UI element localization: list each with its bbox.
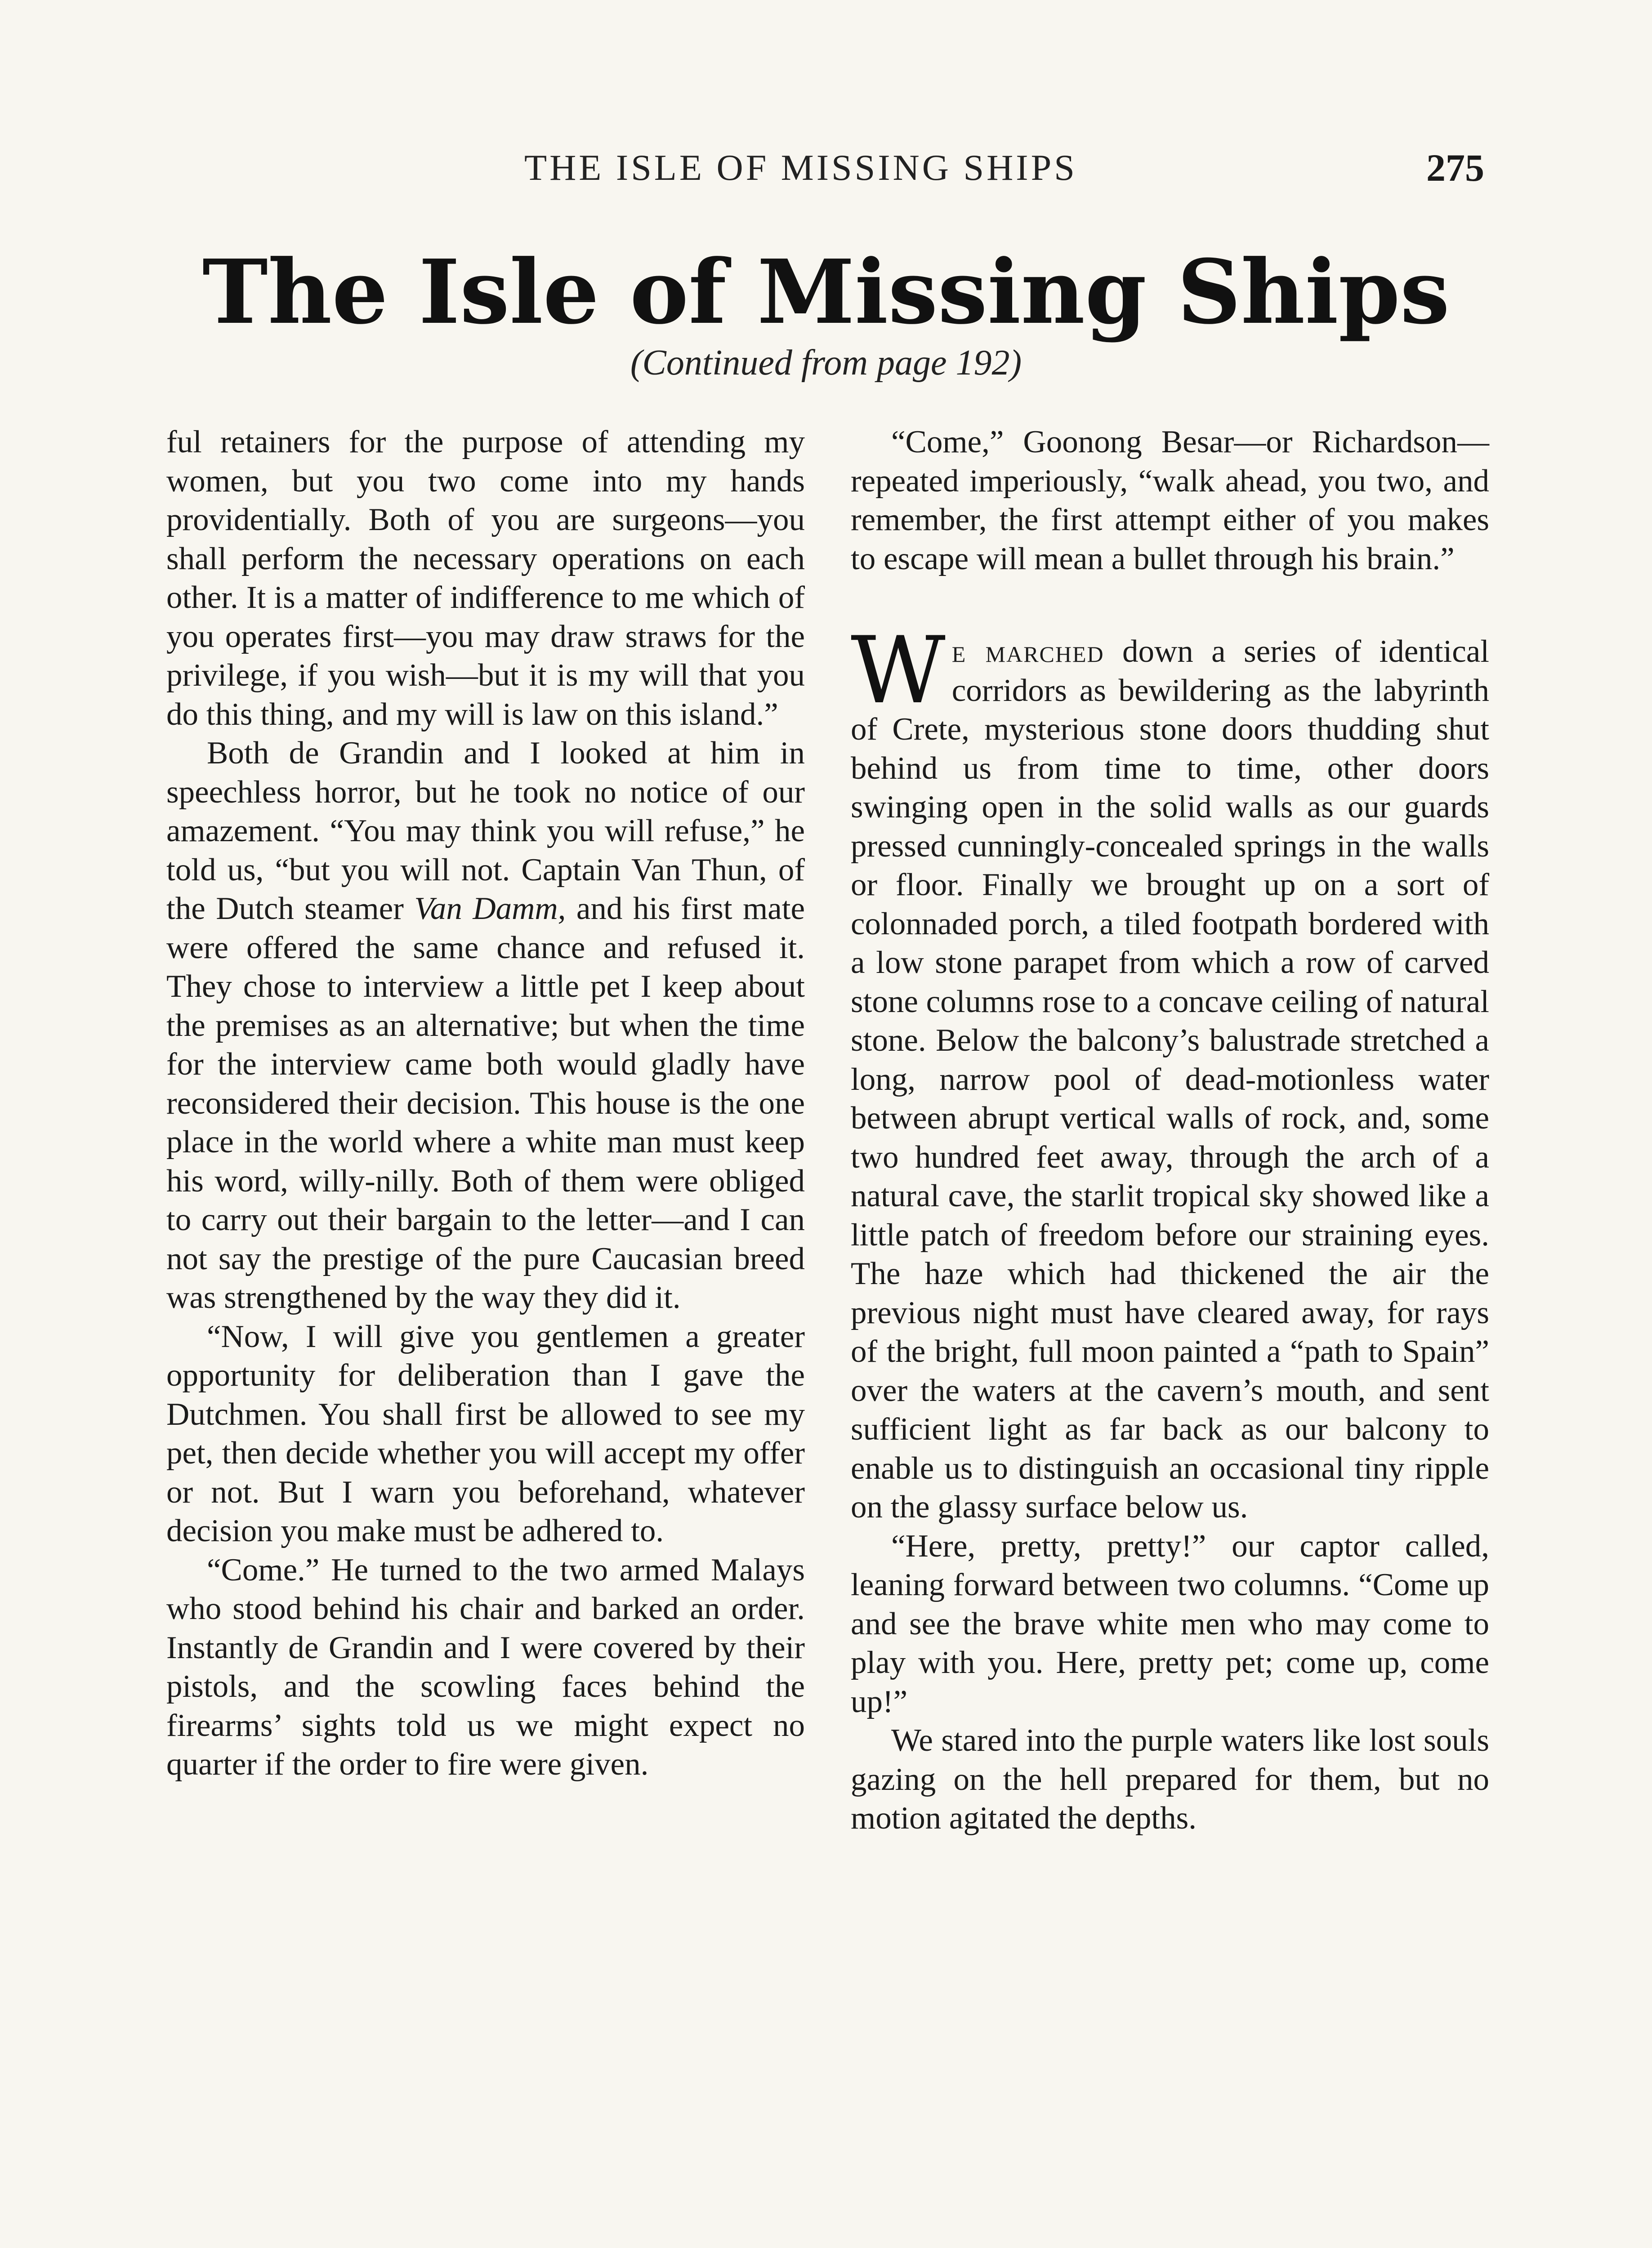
paragraph: “Here, pretty, pretty!” our captor called, leaning forward between two columns. “Come up and see the brave white men who may come to play with you. Here, pretty pet; come up, come up!” bbox=[851, 1528, 1489, 1719]
paragraph: ful retainers for the purpose of attending my women, but you two come into my hands providentially. Both of you are surgeons—you shall perform the necessary operations on each other. It is a matter of indifference to me which of you operates first—you may draw straws for the privilege, if you wish—but it is my will that you do this thing, and my will is law on this island.” bbox=[166, 424, 805, 732]
right-column bbox=[851, 423, 1489, 1838]
running-head bbox=[0, 143, 1652, 192]
paragraph-text: down a series of identical corridors as bewildering as the labyrinth of Crete, mysterious stone doors thudding shut behind us from time to time, other doors swinging open in the solid walls as our guards pressed cunningly-concealed springs in the walls or floor. Finally we brought up on a sort of colonnaded porch, a tiled footpath bordered with a low stone parapet from which a row of carved stone columns rose to a concave ceiling of natural stone. Below the balcony’s balustrade stretched a long, narrow pool of dead-motionless water between abrupt vertical walls of rock, and, some two hundred feet away, through the arch of a natural cave, the starlit tropical sky showed like a little patch of freedom before our straining eyes. The haze which had thickened the air the previous night must have cleared away, for rays of the bright, full moon painted a “path to Spain” over the waters at the cavern’s mouth, and sent sufficient light as far back as our balcony to enable us to distinguish an occasional tiny ripple on the glassy surface below us. bbox=[851, 634, 1489, 1525]
ship-name: Van Damm, bbox=[414, 891, 566, 926]
paragraph bbox=[166, 734, 805, 1317]
paragraph-text: and his first mate were offered the same chance and refused it. They chose to interview a little pet I keep about the premises as an alternative; but when the time for the interview came both would gladly have reconsidered their decision. This house is the one place in the world where a white man must keep his word, willy-nilly. Both of them were obliged to carry out their bargain to the letter—and I can not say the prestige of the pure Caucasian breed was strengthened by the way they did it. bbox=[166, 891, 805, 1315]
paragraph: “Come,” Goonong Besar—or Richardson—repeated imperiously, “walk ahead, you two, and remember, the first attempt either of you makes to escape will mean a bullet through his brain.” bbox=[851, 424, 1489, 576]
story-title: The Isle of Missing Ships bbox=[202, 241, 1450, 344]
drop-cap: W bbox=[851, 617, 946, 724]
paragraph bbox=[851, 617, 1489, 1527]
paragraph: We stared into the purple waters like lost souls gazing on the hell prepared for them, but no motion agitated the depths. bbox=[851, 1723, 1489, 1836]
left-column bbox=[166, 423, 805, 1784]
running-title: THE ISLE OF MISSING SHIPS bbox=[524, 147, 1077, 188]
page-number: 275 bbox=[1426, 146, 1484, 189]
paragraph: “Now, I will give you gentlemen a greater opportunity for deliberation than I gave the Dutchmen. You shall first be allowed to see my pet, then decide whether you will accept my offer or not. But I warn you beforehand, whatever decision you make must be adhered to. bbox=[166, 1319, 805, 1548]
paragraph-text: Both de Grandin and I looked at him in speechless horror, but he took no notice of our amazement. “You may think you will refuse,” he told us, “but you will not. Captain Van Thun, of the Dutch steamer bbox=[166, 736, 805, 926]
paragraph: “Come.” He turned to the two armed Malays who stood behind his chair and barked an order. Instantly de Grandin and I were covered by their pistols, and the scowling faces behind the firearms’ sights told us we might expect no quarter if the order to fire were given. bbox=[166, 1552, 805, 1782]
small-caps-lead: e marched bbox=[951, 634, 1104, 669]
continued-note: (Continued from page 192) bbox=[630, 343, 1022, 383]
